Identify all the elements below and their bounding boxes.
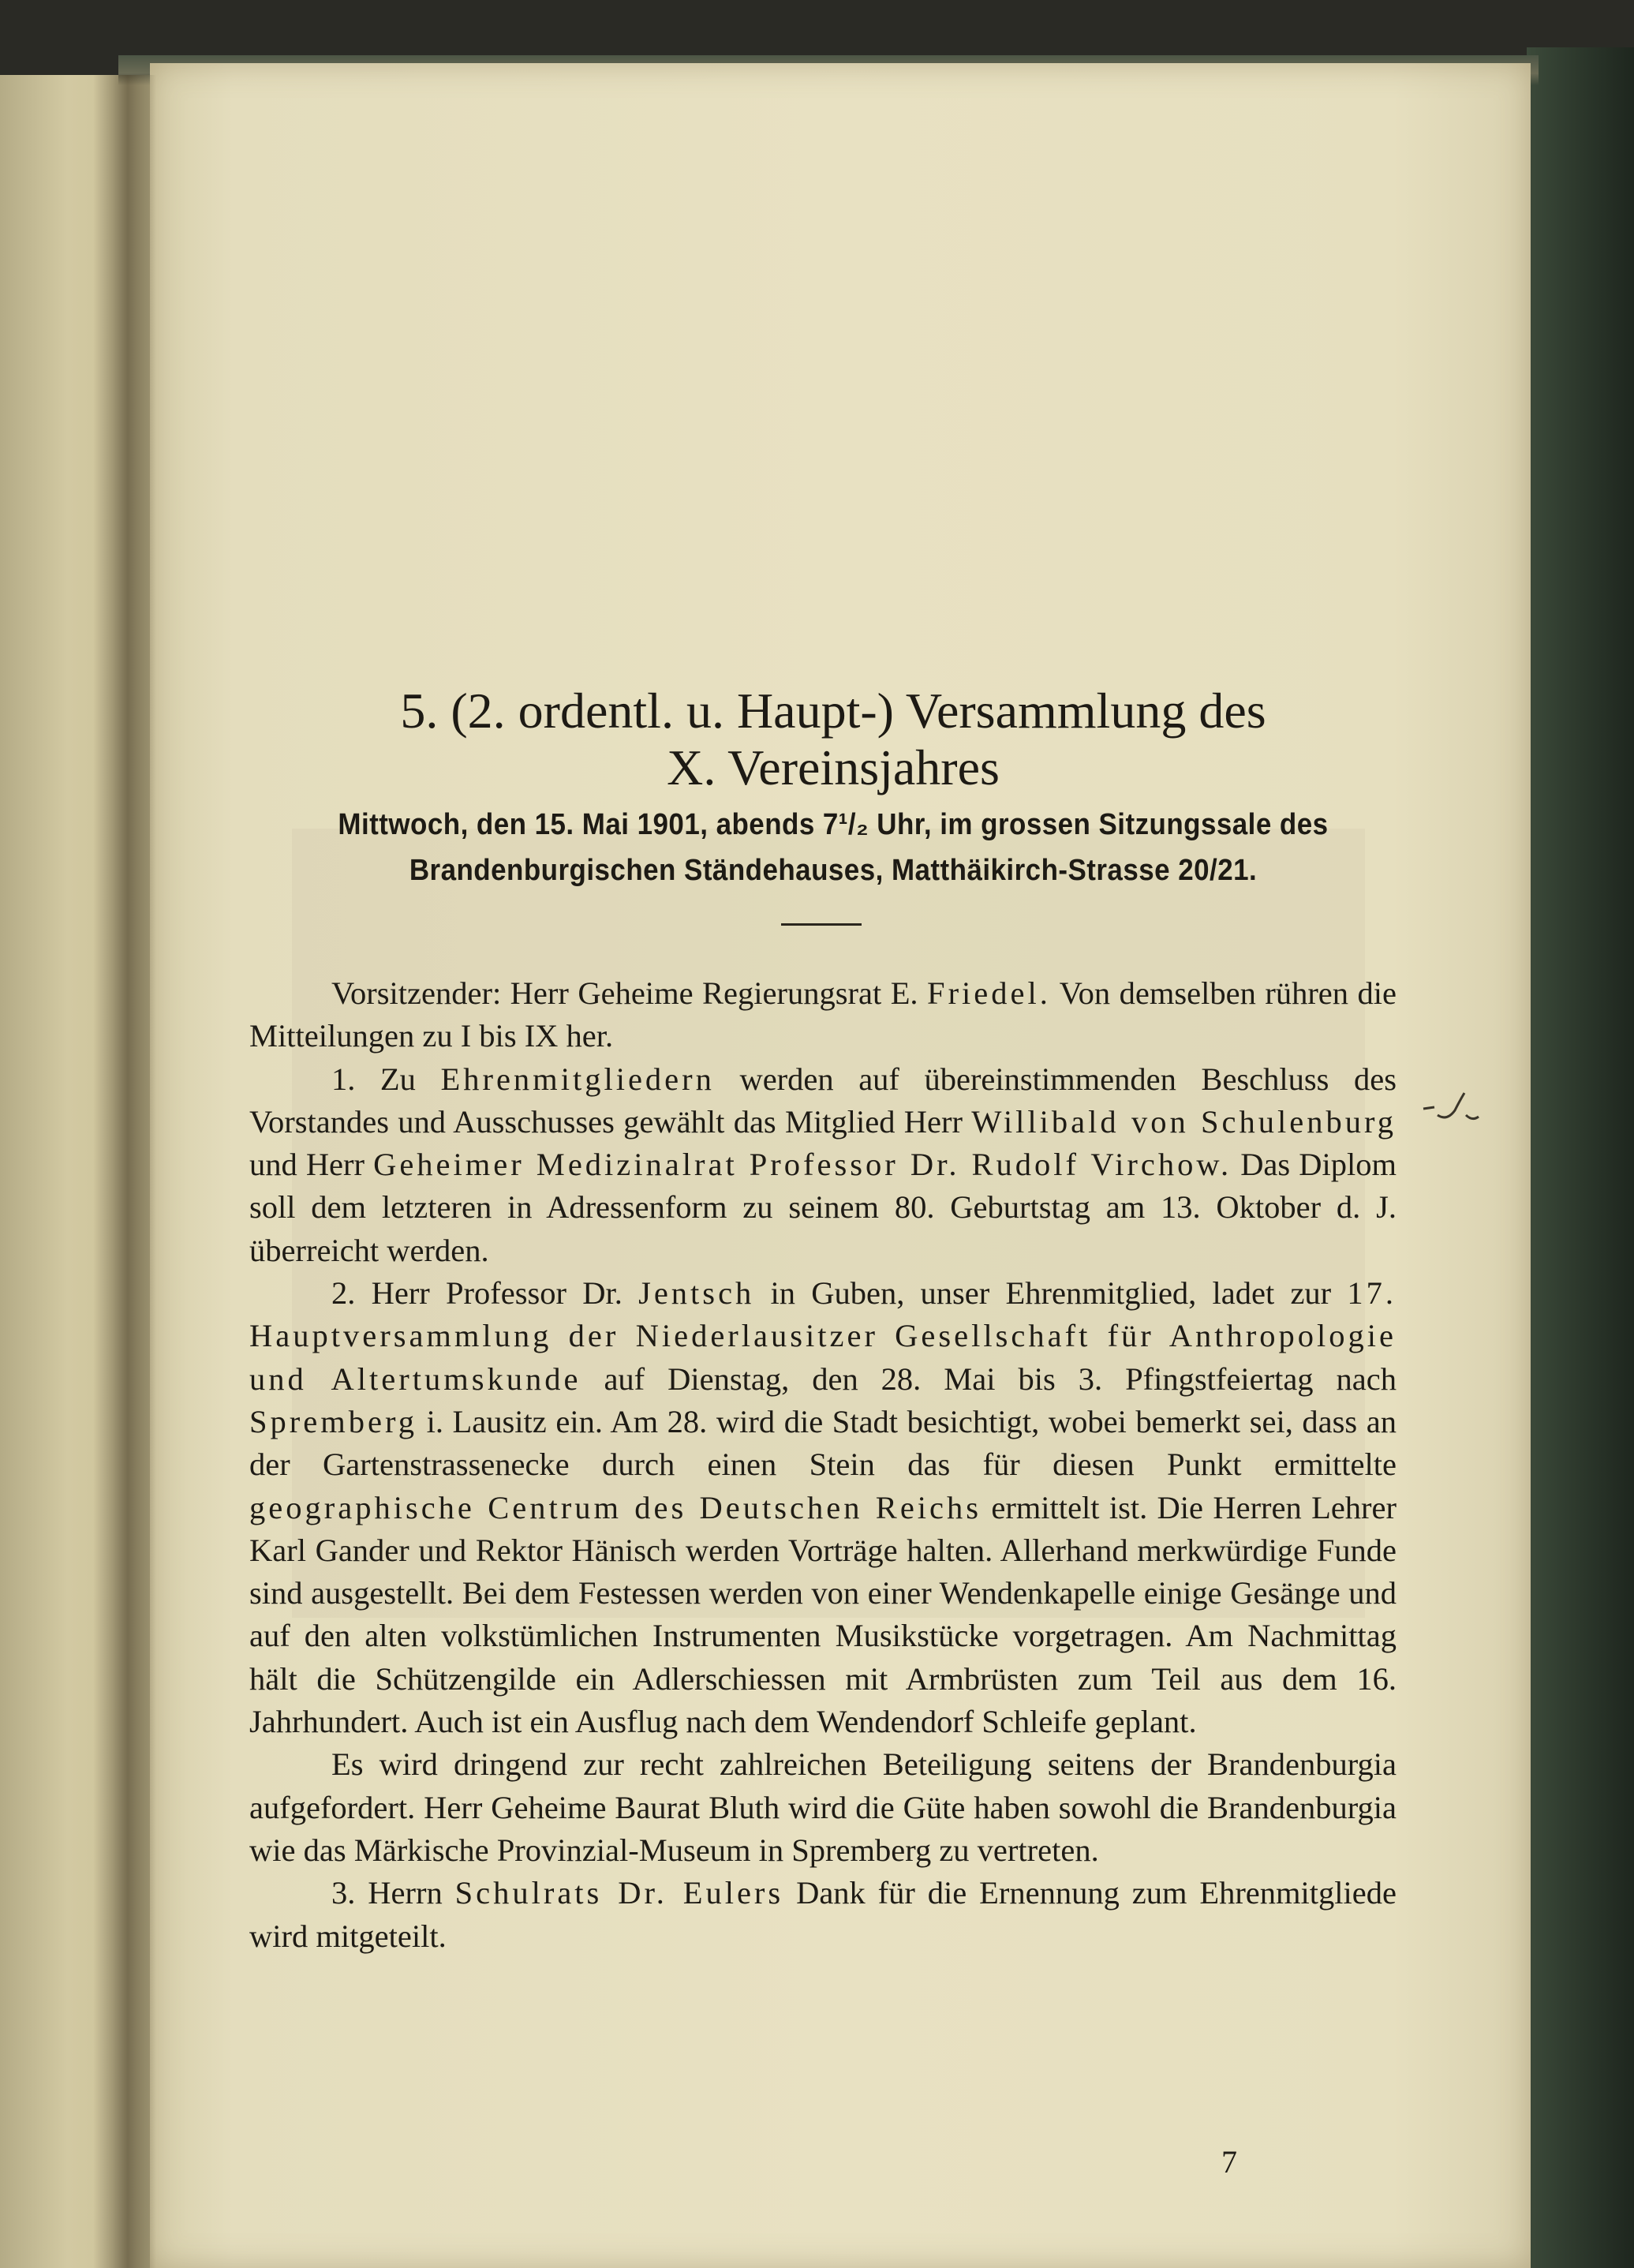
page-number: 7	[1221, 2144, 1237, 2180]
paragraph-participation	[249, 1743, 1397, 1872]
spaced-term: geographische Centrum des Deutschen Reichs	[249, 1489, 982, 1525]
text-run: Von demselben rühren die Mitteilungen zu I bis IX her.	[249, 975, 1397, 1054]
text-run: in Guben, unser Ehrenmitglied, ladet zur	[754, 1275, 1348, 1312]
spaced-term: Ehrenmitgliedern	[440, 1061, 715, 1097]
spaced-term: 17. Hauptversammlung der Niederlausitzer Gesellschaft für Anthropologie und Altertumskunde	[249, 1275, 1397, 1397]
text-run: und Herr	[249, 1147, 374, 1183]
spaced-name: Willibald von Schulenburg	[971, 1103, 1397, 1140]
section-heading	[249, 683, 1417, 796]
paragraph-item-3	[249, 1872, 1397, 1958]
meeting-details-line-2: Brandenburgischen Ständehauses, Matthäikirch-Strasse 20/21.	[409, 854, 1258, 887]
text-run: werden auf übereinstimmenden Beschluss des Vorstandes und Ausschusses gewählt das Mitglied Herr	[249, 1061, 1397, 1140]
text-run: Vorsitzender: Herr Geheime Regierungsrat E.	[331, 975, 928, 1011]
text-run: auf Dienstag, den 28. Mai bis 3. Pfingstfeiertag nach	[581, 1360, 1397, 1397]
spaced-name: Geheimer Medizinalrat Professor Dr. Rudolf Virchow.	[373, 1147, 1232, 1183]
page-gutter	[93, 75, 156, 2268]
text-run: 3. Herrn	[331, 1875, 455, 1911]
spaced-place: Spremberg	[249, 1403, 417, 1439]
text-run: Dank für die Ernennung zum Ehrenmitgliede wird mitgeteilt.	[249, 1875, 1397, 1954]
spaced-name: Jentsch	[638, 1275, 755, 1312]
text-run: ermittelt ist. Die Herren Lehrer Karl Gander und Rektor Hänisch werden Vorträge halten. Allerhand merkwürdige Funde sind ausgestellt. Bei dem Festessen werden von einer Wendenkapelle einige Gesänge und auf den alten volkstümlichen Instrumenten Musikstücke vorgetragen. Am Nachmittag hält die Schützengilde ein Adlerschiessen mit Armbrüsten zum Teil aus dem 16. Jahrhundert. Auch ist ein Ausflug nach dem Wendendorf Schleife geplant.	[249, 1489, 1397, 1740]
body-text	[249, 972, 1397, 1958]
text-run: 2. Herr Professor Dr.	[331, 1275, 639, 1312]
spaced-name: Friedel.	[927, 975, 1051, 1011]
heading-line-2: X. Vereinsjahres	[667, 739, 1000, 795]
spaced-name: Schulrats Dr. Eulers	[454, 1875, 784, 1911]
text-run: Es wird dringend zur recht zahlreichen Beteiligung seitens der Brandenburgia aufgefordert. Herr Geheime Baurat Bluth wird die Güte haben sowohl die Brandenburgia wie das Märkische Provinzial-Museum in Spremberg zu vertreten.	[249, 1746, 1397, 1868]
book-cover-edge	[1527, 47, 1634, 2268]
meeting-details-line-1: Mittwoch, den 15. Mai 1901, abends 7¹/₂ Uhr, im grossen Sitzungssale des	[338, 808, 1329, 841]
heading-line-1: 5. (2. ordentl. u. Haupt-) Versammlung des	[400, 683, 1266, 739]
text-run: i. Lausitz ein. Am 28. wird die Stadt besichtigt, wobei bemerkt sei, dass an der Gartenstrassenecke durch einen Stein das für diesen Punkt ermittelte	[249, 1403, 1397, 1483]
paragraph-chair	[249, 972, 1397, 1058]
divider-rule	[781, 923, 862, 926]
pencil-margin-mark	[1420, 1077, 1491, 1140]
text-run: Das Diplom soll dem letzteren in Adressenform zu seinem 80. Geburtstag am 13. Oktober d. J. überreicht werden.	[249, 1147, 1397, 1268]
meeting-details	[296, 802, 1370, 893]
paragraph-item-2	[249, 1272, 1397, 1743]
text-run: 1. Zu	[331, 1061, 441, 1097]
paragraph-item-1	[249, 1058, 1397, 1272]
